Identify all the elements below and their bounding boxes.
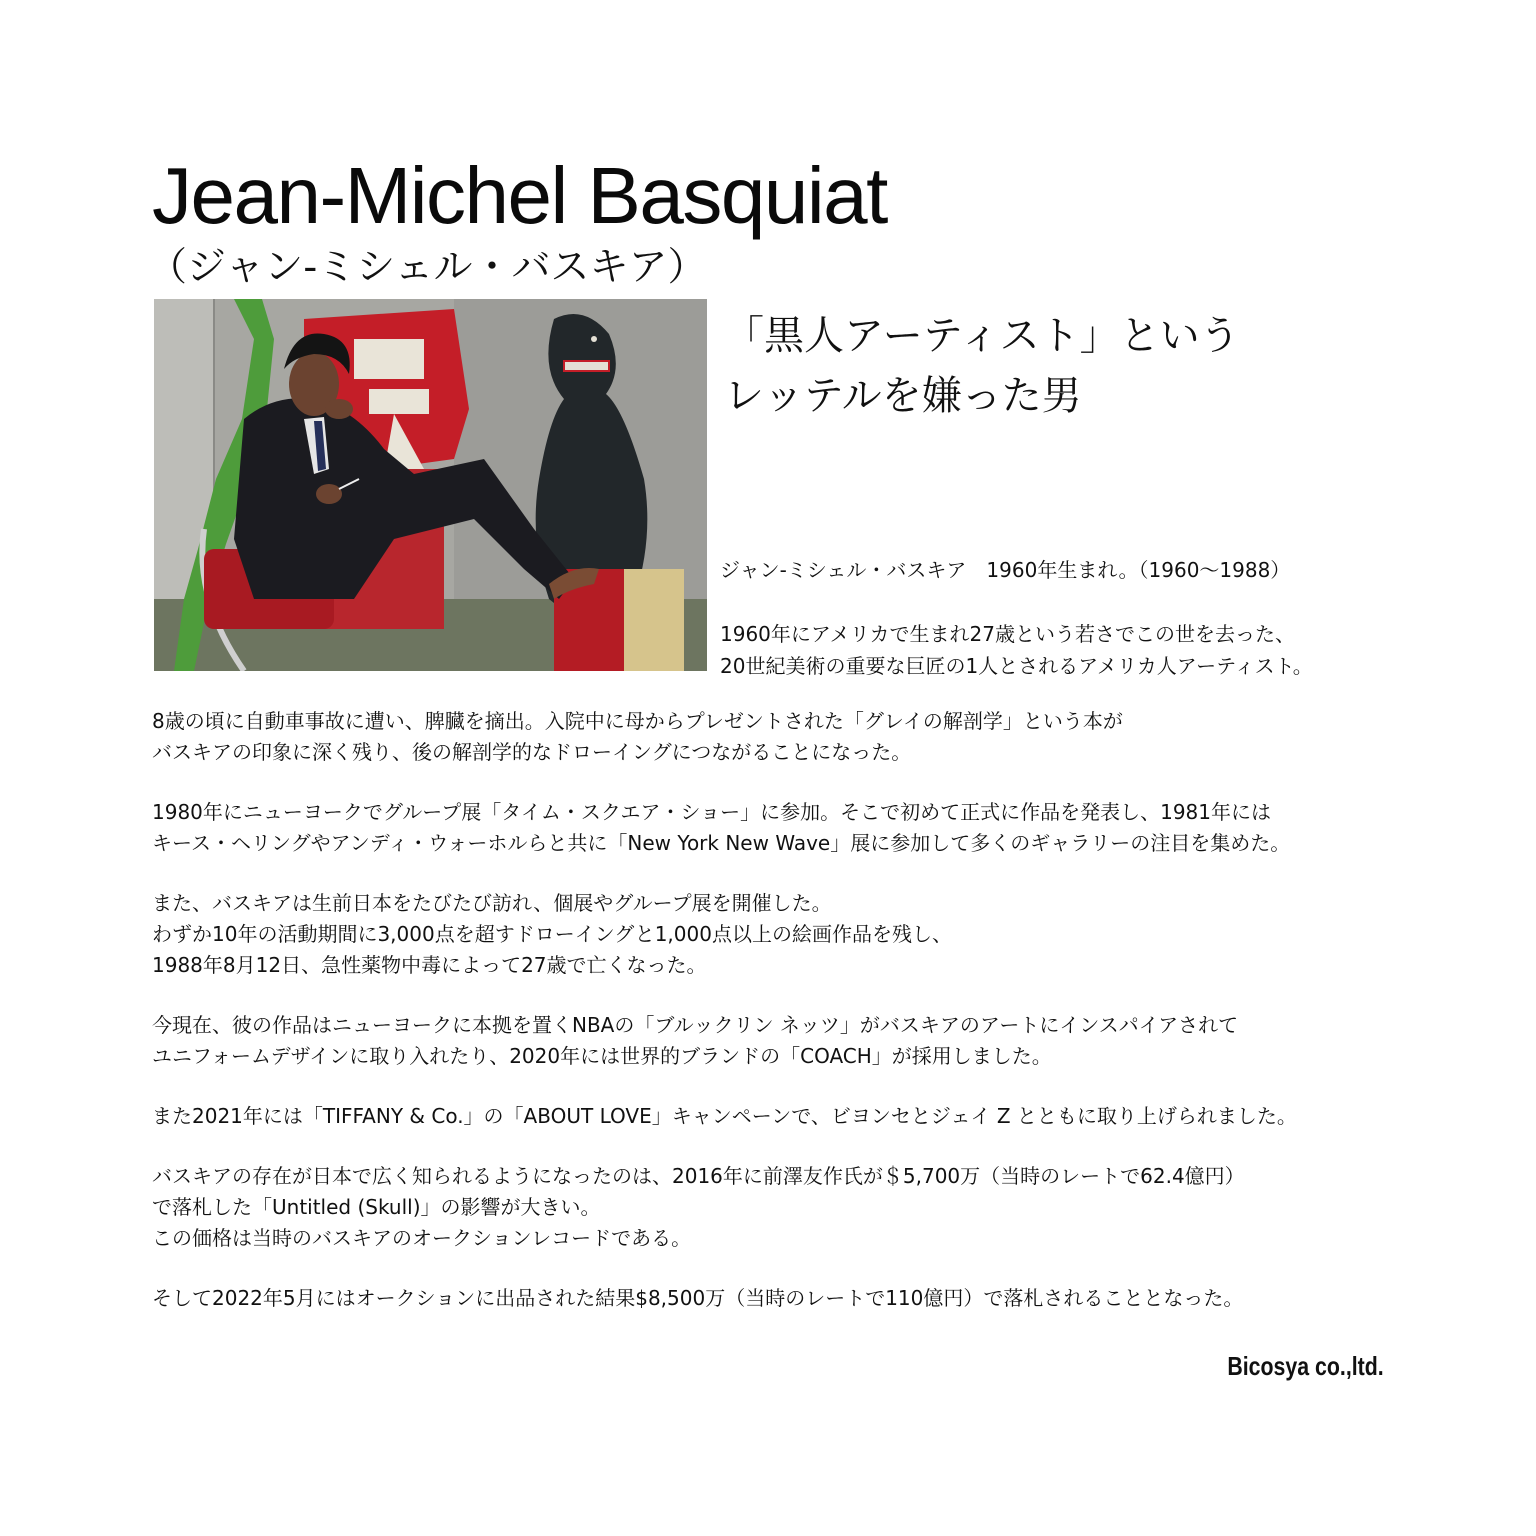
paragraph-line: で落札した「Untitled (Skull)」の影響が大きい。 — [152, 1195, 601, 1219]
headline-line-1: 「黒人アーティスト」という — [724, 313, 1240, 359]
paragraph-line: 1980年にニューヨークでグループ展「タイム・スクエア・ショー」に参加。そこで初めて正式に作品を発表し、1981年には — [152, 800, 1271, 824]
paragraph-tiffany — [152, 1101, 1392, 1132]
paragraph-line: キース・ヘリングやアンディ・ウォーホルらと共に「New York New Wave」展に参加して多くのギャラリーの注目を集めた。 — [152, 831, 1291, 855]
biography-body — [152, 706, 1392, 1343]
paragraph-line: 1988年8月12日、急性薬物中毒によって27歳で亡くなった。 — [152, 953, 707, 977]
paragraph-line: そして2022年5月にはオークションに出品された結果$8,500万（当時のレートで110億円）で落札されることとなった。 — [152, 1286, 1244, 1310]
company-credit: Bicosya co.,ltd. — [1227, 1351, 1384, 1381]
paragraph-line: バスキアの存在が日本で広く知られるようになったのは、2016年に前澤友作氏が＄5,700万（当時のレートで62.4億円） — [152, 1164, 1245, 1188]
paragraph-line: ユニフォームデザインに取り入れたり、2020年には世界的ブランドの「COACH」が採用しました。 — [152, 1044, 1052, 1068]
paragraph-career — [152, 797, 1392, 859]
paragraph-japan — [152, 888, 1392, 981]
headline — [724, 306, 1240, 426]
paragraph-record — [152, 1283, 1392, 1314]
page-title: Jean-Michel Basquiat — [152, 151, 887, 240]
paragraph-line: また、バスキアは生前日本をたびたび訪れ、個展やグループ展を開催した。 — [152, 891, 832, 915]
paragraph-line: 8歳の頃に自動車事故に遭い、脾臓を摘出。入院中に母からプレゼントされた「グレイの解剖学」という本が — [152, 709, 1123, 733]
paragraph-line: また2021年には「TIFFANY & Co.」の「ABOUT LOVE」キャンペーンで、ビヨンセとジェイ Z とともに取り上げられました。 — [152, 1104, 1297, 1128]
paragraph-line: わずか10年の活動期間に3,000点を超すドローイングと1,000点以上の絵画作品を残し、 — [152, 922, 952, 946]
paragraph-influence — [152, 1010, 1392, 1072]
page-subtitle: （ジャン-ミシェル・バスキア） — [148, 245, 707, 290]
lead-line-3: 20世紀美術の重要な巨匠の1人とされるアメリカ人アーティスト。 — [720, 654, 1313, 678]
paragraph-childhood — [152, 706, 1392, 768]
paragraph-line: バスキアの印象に深く残り、後の解剖学的なドローイングにつながることになった。 — [152, 740, 912, 764]
paragraph-line: この価格は当時のバスキアのオークションレコードである。 — [152, 1226, 692, 1250]
lead-line-1: ジャン-ミシェル・バスキア 1960年生まれ。（1960～1988） — [720, 558, 1291, 582]
lead-line-2: 1960年にアメリカで生まれ27歳という若さでこの世を去った、 — [720, 622, 1295, 646]
paragraph-line: 今現在、彼の作品はニューヨークに本拠を置くNBAの「ブルックリン ネッツ」がバスキアのアートにインスパイアされて — [152, 1013, 1239, 1037]
lead-text — [720, 554, 1313, 682]
headline-line-2: レッテルを嫌った男 — [724, 373, 1082, 419]
artist-photo — [154, 299, 707, 671]
paragraph-auction — [152, 1161, 1392, 1254]
